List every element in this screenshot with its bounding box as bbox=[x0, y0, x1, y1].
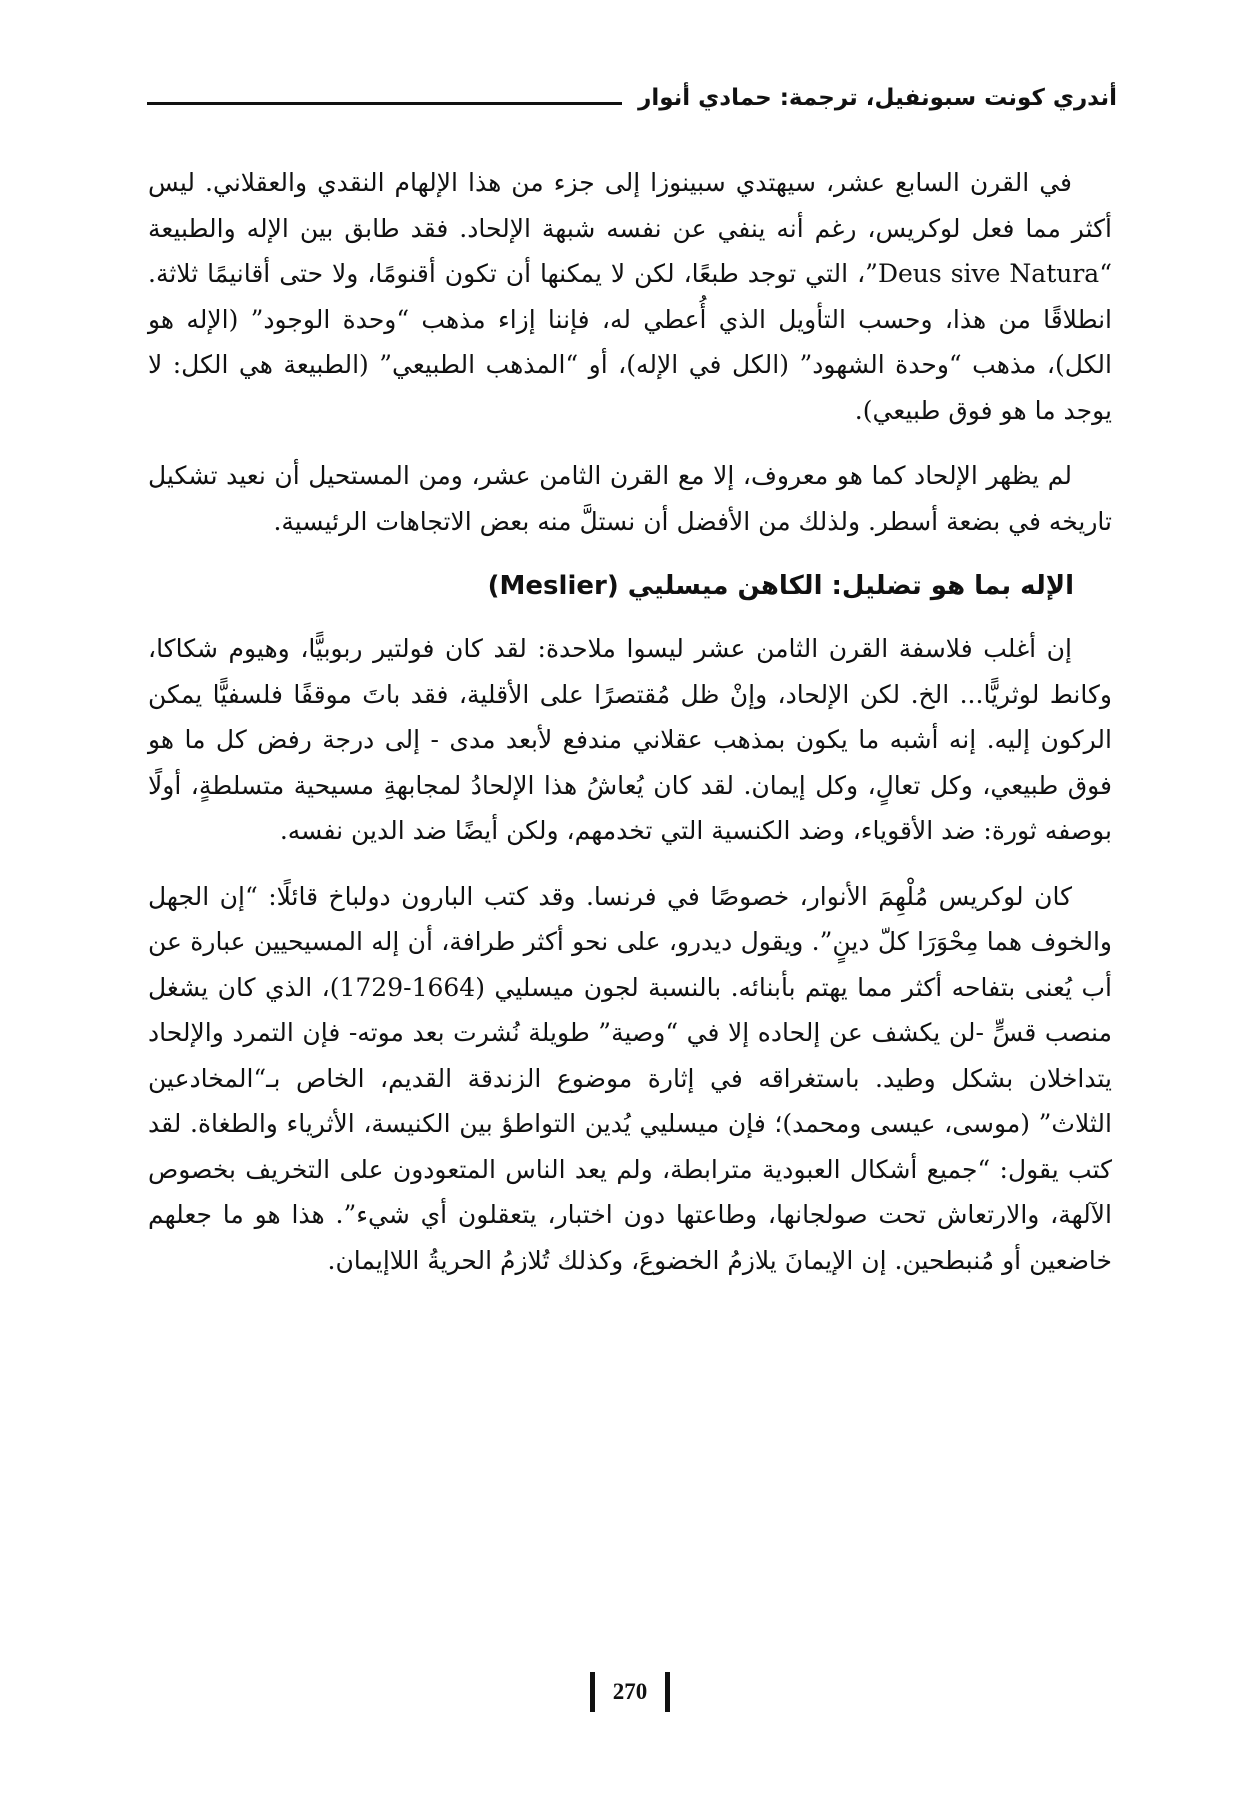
paragraph-meslier: كان لوكريس مُلْهِمَ الأنوار، خصوصًا في فرنسا. وقد كتب البارون دولباخ قائلًا: “إن الجهل والخوف هما مِحْوَرَا كلّ دينٍ”. ويقول ديدرو، على نحو أكثر طرافة، أن إله المسيحيين عبارة عن أب يُعنى بتفاحه أكثر مما يهتم بأبنائه. بالنسبة لجون ميسليي (1664-1729)، الذي كان يشغل منصب قسٍّ -لن يكشف عن إلحاده إلا في “وصية” طويلة نُشرت بعد موته- فإن التمرد والإلحاد يتداخلان بشكل وطيد. باستغراقه في إثارة موضوع الزندقة القديم، الخاص بـ“المخادعين الثلاث” (موسى، عيسى ومحمد)؛ فإن ميسليي يُدين التواطؤ بين الكنيسة، الأثرياء والطغاة. لقد كتب يقول: “جميع أشكال العبودية مترابطة، ولم يعد الناس المتعودون على التخريف بخصوص الآلهة، والارتعاش تحت صولجانها، وطاعتها دون اختبار، يتعقلون أي شيء”. هذا هو ما جعلهم خاضعين أو مُنبطحين. إن الإيمانَ يلازمُ الخضوعَ، وكذلك تُلازمُ الحريةُ اللاإيمان. bbox=[148, 881, 1112, 1275]
header-rule bbox=[147, 102, 622, 105]
paragraph-atheism-18th-century: لم يظهر الإلحاد كما هو معروف، إلا مع القرن الثامن عشر، ومن المستحيل أن نعيد تشكيل تاريخه في بضعة أسطر. ولذلك من الأفضل أن نستلَّ منه بعض الاتجاهات الرئيسية. bbox=[148, 461, 1112, 536]
paragraph-philosophers: إن أغلب فلاسفة القرن الثامن عشر ليسوا ملاحدة: لقد كان فولتير ربوبيًّا، وهيوم شكاكا، وكانط لوثريًّا... الخ. لكن الإلحاد، وإنْ ظل مُقتصرًا على الأقلية، فقد باتَ موقفًا فلسفيًّا يمكن الركون إليه. إنه أشبه ما يكون بمذهب عقلاني مندفع لأبعد مدى - إلى درجة رفض كل ما هو فوق طبيعي، وكل تعالٍ، وكل إيمان. لقد كان يُعاشُ هذا الإلحادُ لمجابهةِ مسيحية متسلطةٍ، أولًا بوصفه ثورة: ضد الأقوياء، وضد الكنسية التي تخدمهم، ولكن أيضًا ضد الدين نفسه. bbox=[148, 634, 1112, 845]
page-footer bbox=[0, 1672, 1260, 1712]
running-header bbox=[147, 78, 1117, 118]
page-number: 270 bbox=[612, 1679, 648, 1704]
running-title: أندري كونت سبونفيل، ترجمة: حمادي أنوار bbox=[638, 85, 1117, 111]
body-text bbox=[148, 160, 1112, 1303]
section-heading: الإله بما هو تضليل: الكاهن ميسليي (Meslier) bbox=[487, 571, 1074, 601]
footer-bar-right bbox=[665, 1672, 670, 1712]
paragraph-spinoza: في القرن السابع عشر، سيهتدي سبينوزا إلى جزء من هذا الإلهام النقدي والعقلاني. ليس أكثر مما فعل لوكريس، رغم أنه ينفي عن نفسه شبهة الإلحاد. فقد طابق بين الإله والطبيعة “Deus sive Natura”، التي توجد طبعًا، لكن لا يمكنها أن تكون أقنومًا، ولا حتى أقانيمًا ثلاثة. انطلاقًا من هذا، وحسب التأويل الذي أُعطي له، فإننا إزاء مذهب “وحدة الوجود” (الإله هو الكل)، مذهب “وحدة الشهود” (الكل في الإله)، أو “المذهب الطبيعي” (الطبيعة هي الكل: لا يوجد ما هو فوق طبيعي). bbox=[148, 168, 1112, 425]
